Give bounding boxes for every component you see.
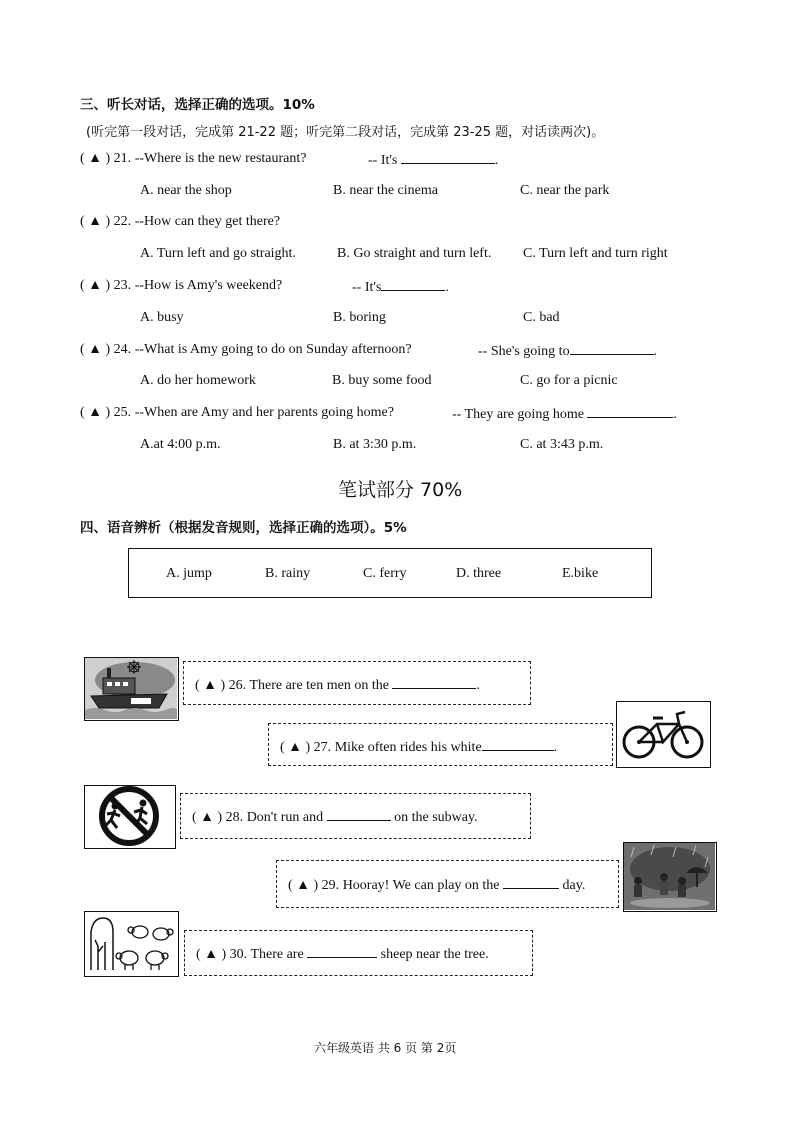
question-text: --What is Amy going to do on Sunday afternoon? — [134, 342, 412, 357]
answer-blank[interactable] — [482, 738, 554, 751]
word-option-b: B. rainy — [265, 566, 311, 581]
answer-blank[interactable] — [503, 876, 559, 889]
answer-prefix: -- They are going home — [452, 407, 584, 422]
option-b[interactable]: B. buy some food — [332, 373, 432, 388]
option-b[interactable]: B. near the cinema — [333, 183, 438, 198]
answer-blank[interactable] — [570, 342, 654, 355]
question-number: ( ▲ ) 26. — [195, 678, 247, 693]
answer-end: . — [653, 344, 658, 359]
answer-prefix: -- It's — [368, 153, 398, 168]
sentence-end: . — [553, 740, 558, 755]
option-a[interactable]: A. busy — [140, 310, 184, 325]
option-a[interactable]: A.at 4:00 p.m. — [140, 437, 221, 452]
question-26 — [195, 676, 480, 694]
option-c[interactable]: C. bad — [523, 310, 560, 325]
question-text: --How can they get there? — [134, 214, 281, 229]
section3-note: (听完第一段对话，完成第 21-22 题；听完第二段对话，完成第 23-25 题，对话读两次)。 — [86, 125, 605, 140]
question-text: --How is Amy's weekend? — [134, 278, 283, 293]
sheep-picture — [84, 911, 179, 977]
ferry-picture — [84, 657, 179, 721]
no-running-sign-picture — [84, 785, 176, 849]
option-c[interactable]: C. at 3:43 p.m. — [520, 437, 604, 452]
option-c[interactable]: C. Turn left and turn right — [523, 246, 668, 261]
question-text: --Where is the new restaurant? — [134, 151, 307, 166]
written-part-title: 笔试部分 70% — [338, 479, 463, 501]
question-number: ( ▲ ) 27. — [280, 740, 332, 755]
option-c[interactable]: C. go for a picnic — [520, 373, 618, 388]
question-number: ( ▲ ) 30. — [196, 947, 248, 962]
word-option-e: E.bike — [562, 566, 599, 581]
question-text: There are — [250, 947, 304, 962]
question-text: --When are Amy and her parents going home? — [134, 405, 394, 420]
answer-23 — [352, 278, 449, 296]
option-a[interactable]: A. Turn left and go straight. — [140, 246, 296, 261]
answer-blank[interactable] — [381, 278, 445, 291]
answer-blank[interactable] — [587, 405, 673, 418]
question-21 — [80, 151, 307, 167]
question-number: ( ▲ ) 22. — [80, 214, 132, 229]
question-number: ( ▲ ) 29. — [288, 878, 340, 893]
question-number: ( ▲ ) 24. — [80, 342, 132, 357]
question-28 — [192, 808, 478, 826]
answer-end: . — [673, 407, 677, 422]
question-number: ( ▲ ) 25. — [80, 405, 132, 420]
answer-blank[interactable] — [307, 945, 377, 958]
answer-prefix: -- It's — [352, 280, 382, 295]
answer-blank[interactable] — [392, 676, 476, 689]
page-footer: 六年级英语 共 6 页 第 2页 — [314, 1041, 457, 1055]
word-option-d: D. three — [456, 566, 502, 581]
answer-25 — [452, 405, 677, 423]
question-29 — [288, 876, 585, 894]
question-number: ( ▲ ) 28. — [192, 810, 244, 825]
question-25 — [80, 405, 394, 421]
sentence-end: . — [476, 678, 480, 693]
section3-title: 三、听长对话，选择正确的选项。10% — [80, 97, 315, 113]
section4-title: 四、语音辨析（根据发音规则，选择正确的选项）。5% — [80, 520, 407, 536]
answer-end: . — [494, 153, 499, 168]
rainy-day-picture — [623, 842, 717, 912]
question-23 — [80, 278, 282, 294]
question-number: ( ▲ ) 21. — [80, 151, 132, 166]
question-22 — [80, 214, 280, 230]
question-text: Hooray! We can play on the — [342, 878, 500, 893]
option-a[interactable]: A. do her homework — [140, 373, 256, 388]
option-a[interactable]: A. near the shop — [140, 183, 232, 198]
word-option-c: C. ferry — [363, 566, 407, 581]
question-30 — [196, 945, 489, 963]
option-c[interactable]: C. near the park — [520, 183, 610, 198]
sentence-end: sheep near the tree. — [380, 947, 489, 962]
question-text: There are ten men on the — [249, 678, 389, 693]
answer-prefix: -- She's going to — [478, 344, 570, 359]
answer-end: . — [445, 280, 449, 295]
sentence-end: day. — [562, 878, 586, 893]
answer-21 — [368, 151, 498, 169]
question-27 — [280, 738, 557, 756]
answer-blank[interactable] — [327, 808, 391, 821]
option-b[interactable]: B. boring — [333, 310, 386, 325]
question-text: Don't run and — [246, 810, 324, 825]
word-option-a: A. jump — [166, 566, 212, 581]
option-b[interactable]: B. Go straight and turn left. — [337, 246, 492, 261]
sentence-end: on the subway. — [394, 810, 478, 825]
question-number: ( ▲ ) 23. — [80, 278, 132, 293]
answer-24 — [478, 342, 657, 360]
question-24 — [80, 342, 412, 358]
question-text: Mike often rides his white — [334, 740, 482, 755]
option-b[interactable]: B. at 3:30 p.m. — [333, 437, 417, 452]
answer-blank[interactable] — [401, 151, 495, 164]
bike-picture — [616, 701, 711, 768]
